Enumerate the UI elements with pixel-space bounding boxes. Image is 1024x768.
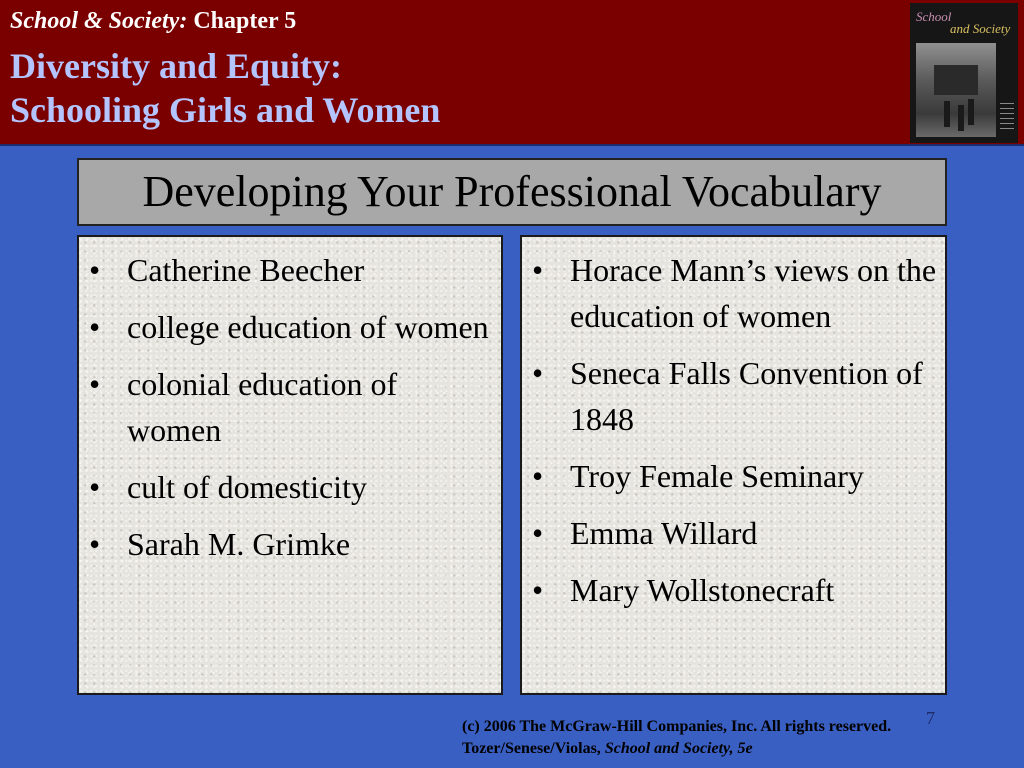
term-item: • colonial education of women — [79, 361, 493, 453]
copyright-footer — [462, 716, 891, 760]
chapter-label: Chapter 5 — [193, 8, 297, 34]
term-item: • Mary Wollstonecraft — [522, 567, 937, 613]
book-title: School & Society: — [10, 8, 188, 34]
cover-title-word-1: School — [916, 9, 952, 24]
cover-author-lines — [1000, 103, 1014, 131]
slide-header — [0, 0, 1024, 146]
cover-title-word-2: and Society — [950, 21, 1011, 36]
term-item: • cult of domesticity — [79, 464, 493, 510]
term-item: • Horace Mann’s views on the education of women — [522, 247, 937, 339]
right-term-panel — [520, 235, 947, 695]
left-term-panel — [77, 235, 503, 695]
term-item: • Catherine Beecher — [79, 247, 493, 293]
page-number: 7 — [926, 708, 935, 728]
term-item: • Sarah M. Grimke — [79, 521, 493, 567]
left-term-list — [79, 237, 501, 567]
term-item: • Seneca Falls Convention of 1848 — [522, 350, 937, 442]
author-names: Tozer/Senese/Violas, — [462, 740, 605, 757]
term-item: • Troy Female Seminary — [522, 453, 937, 499]
author-citation — [462, 738, 891, 760]
chapter-line — [10, 8, 296, 35]
chapter-title-line-1: Diversity and Equity: — [10, 46, 343, 86]
book-cover-image — [910, 3, 1018, 143]
chapter-title — [10, 44, 440, 132]
copyright-line: (c) 2006 The McGraw-Hill Companies, Inc. All rights reserved. — [462, 718, 892, 735]
chapter-title-line-2: Schooling Girls and Women — [10, 90, 441, 130]
term-item: • college education of women — [79, 304, 493, 350]
right-term-list — [522, 237, 945, 613]
book-edition: School and Society, 5e — [604, 740, 753, 757]
slide-subtitle: Developing Your Professional Vocabulary — [77, 158, 947, 226]
term-item: • Emma Willard — [522, 510, 937, 556]
cover-photo — [916, 43, 996, 137]
